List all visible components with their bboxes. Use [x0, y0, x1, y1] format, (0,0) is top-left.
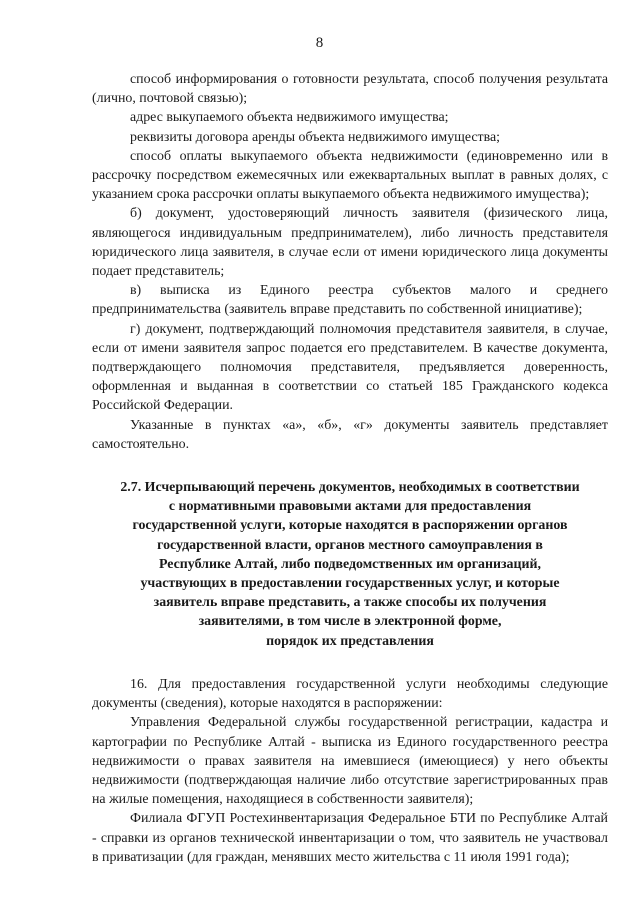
heading-line: Республике Алтай, либо подведомственных им организаций, — [159, 556, 541, 572]
heading-line: порядок их представления — [266, 633, 434, 649]
heading-line: государственной власти, органов местного самоуправления в — [157, 537, 543, 553]
heading-line: заявителями, в том числе в электронной форме, — [198, 614, 502, 630]
paragraph-item-b: б) документ, удостоверяющий личность заявителя (физического лица, являющегося индивидуальным предпринимателем), либо личность представителя юридического лица заявителя, в случае если от имени юридического лица документы подает представитель; — [92, 206, 608, 280]
page-number: 8 — [315, 35, 324, 51]
paragraph-property-address: адрес выкупаемого объекта недвижимого имущества; — [130, 110, 449, 126]
paragraph-lease-details: реквизиты договора аренды объекта недвижимого имущества; — [130, 129, 501, 145]
paragraph-16: 16. Для предоставления государственной услуги необходимы следующие документы (сведения), которые находятся в распоряжении: — [92, 676, 608, 712]
paragraph-item-v: в) выписка из Единого реестра субъектов малого и среднего предпринимательства (заявитель вправе представить по собственной инициативе); — [92, 283, 608, 318]
paragraph-bti: Филиала ФГУП Ростехинвентаризация Федеральное БТИ по Республике Алтай - справки из органов технической инвентаризации о том, что заявитель не участвовал в приватизации (для граждан, менявших место жительства с 11 июля 1991 года); — [92, 811, 608, 865]
heading-line: заявитель вправе представить, а также способы их получения — [153, 595, 547, 611]
paragraph-item-g: г) документ, подтверждающий полномочия представителя заявителя, в случае, если от имени заявителя запрос подается его представителем. В качестве документа, подтверждающего полномочия представителя, предъявляется доверенность, оформленная и выданная в соответствии со статьей 185 Гражданского кодекса Российской Федерации. — [92, 321, 608, 414]
heading-line: с нормативными правовыми актами для предоставления — [168, 499, 532, 515]
heading-line: государственной услуги, которые находятся в распоряжении органов — [132, 518, 568, 534]
section-heading-2-7 — [92, 478, 608, 651]
paragraph-payment-method: способ оплаты выкупаемого объекта недвижимости (единовременно или в рассрочку посредством ежемесячных или ежеквартальных выплат в равных долях, с указанием срока рассрочки оплаты выкупаемого объекта недвижимого имущества); — [92, 148, 608, 203]
paragraph-self-provided: Указанные в пунктах «а», «б», «г» документы заявитель представляет самостоятельно. — [92, 417, 608, 452]
paragraph-informing-method: способ информирования о готовности результата, способ получения результата (лично, почтовой связью); — [92, 72, 608, 107]
document-body — [92, 70, 608, 867]
paragraph-rosreestr: Управления Федеральной службы государственной регистрации, кадастра и картографии по Республике Алтай - выписка из Единого государственного реестра недвижимости о правах заявителя на имевшиеся (имеющиеся) у него объекты недвижимости (подтверждающая наличие либо отсутствие зарегистрированных прав на жилые помещения, находящиеся в собственности заявителя); — [92, 715, 608, 808]
heading-line: 2.7. Исчерпывающий перечень документов, необходимых в соответствии — [120, 480, 580, 496]
heading-line: участвующих в предоставлении государственных услуг, и которые — [140, 576, 560, 592]
